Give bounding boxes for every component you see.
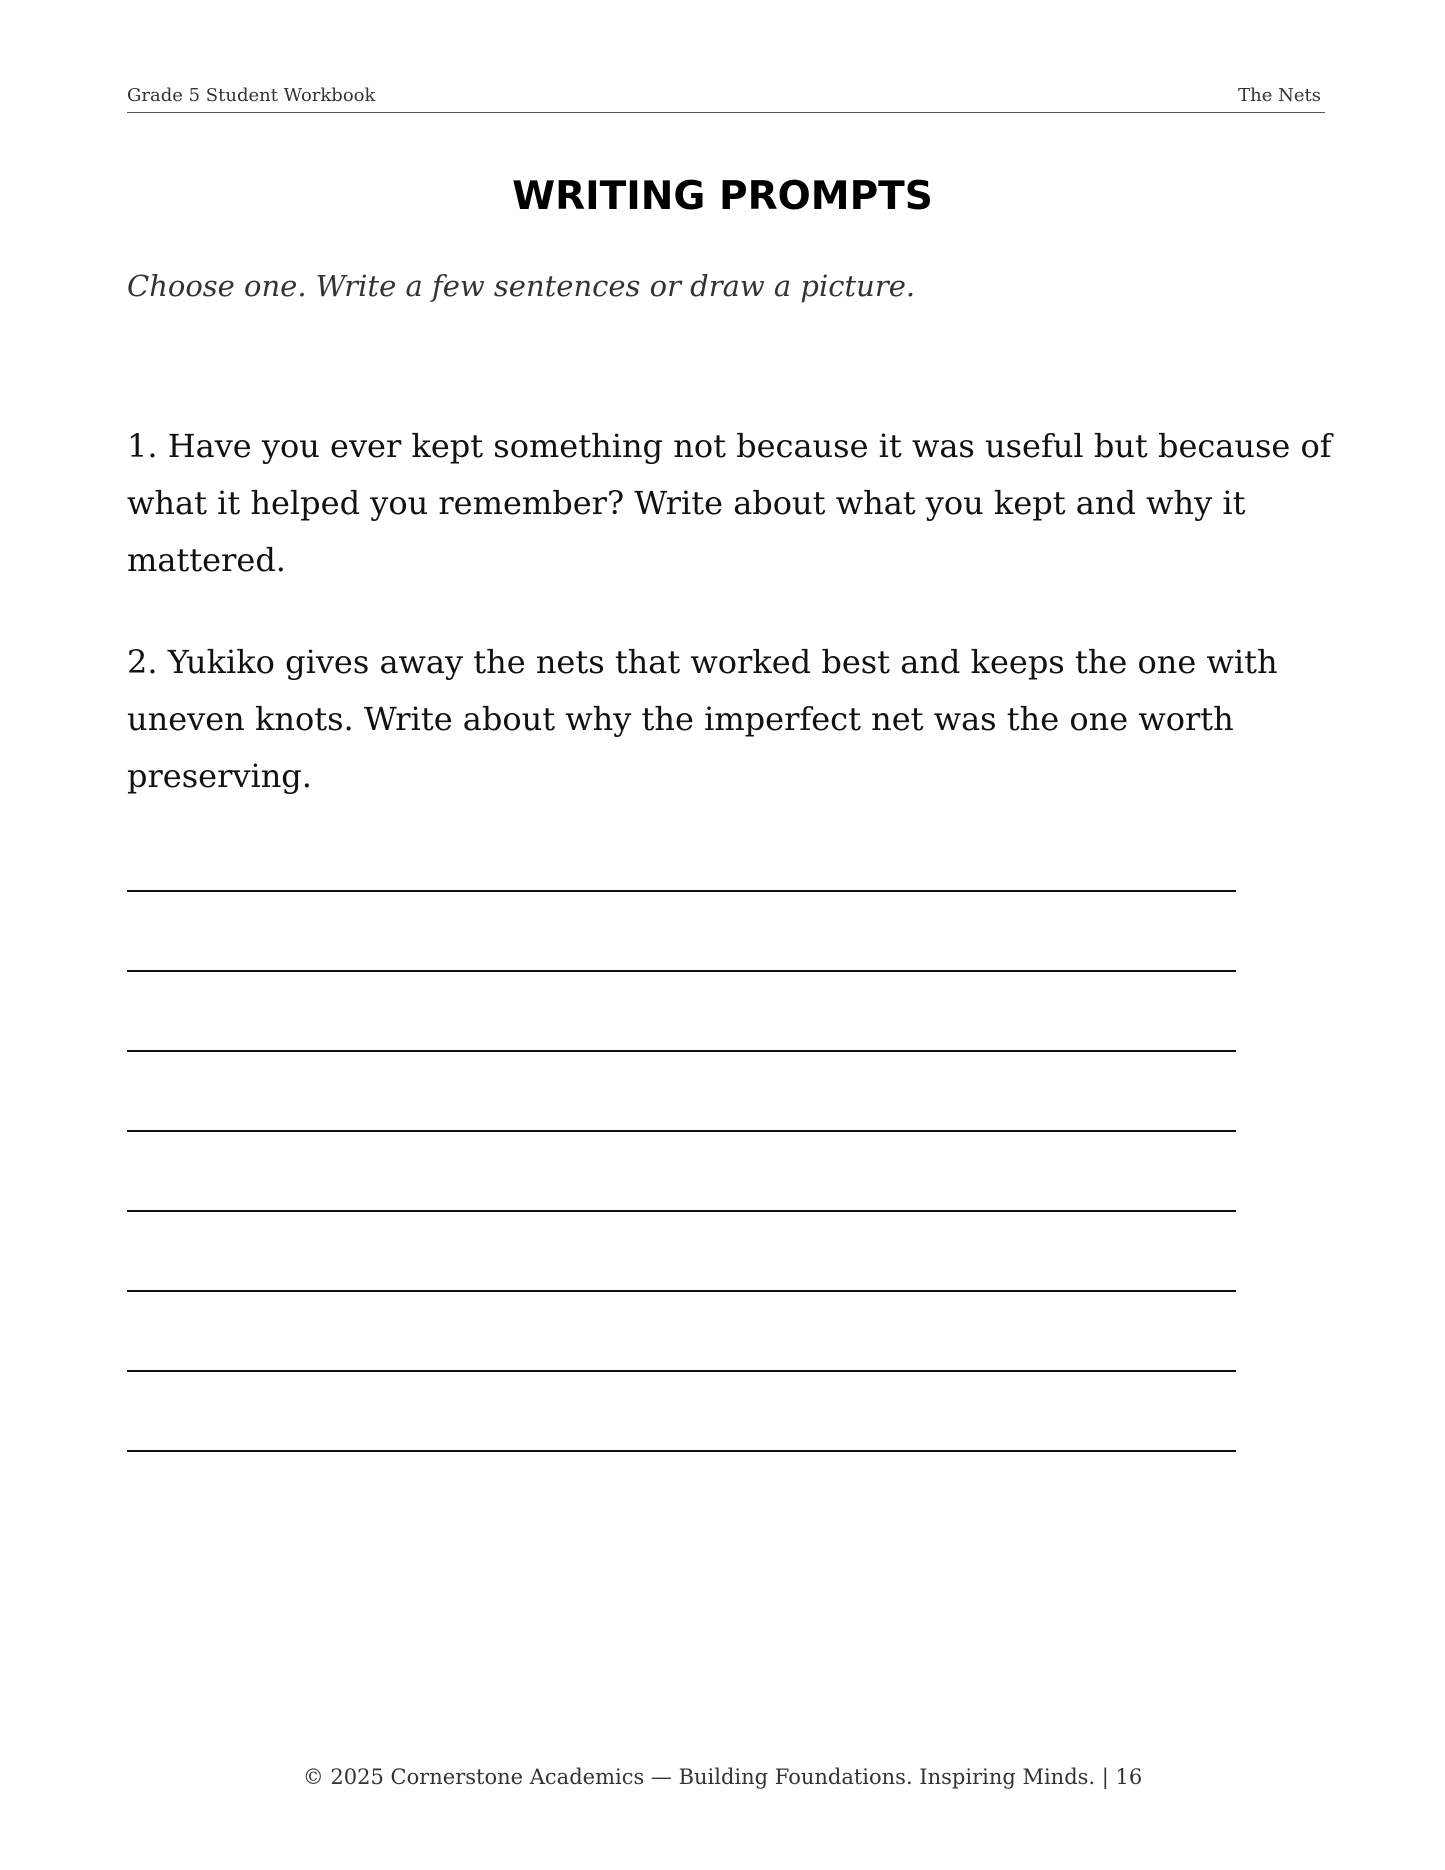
page-footer: © 2025 Cornerstone Academics — Building Foundations. Inspiring Minds. | 16 [302, 1765, 1143, 1789]
answer-line[interactable] [127, 1370, 1236, 1372]
story-title: The Nets [1238, 85, 1321, 106]
answer-line[interactable] [127, 1210, 1236, 1212]
workbook-title: Grade 5 Student Workbook [127, 85, 376, 106]
writing-prompt-1: 1. Have you ever kept something not because it was useful but because of what it helped you remember? Write about what you kept and why it mattered. [127, 427, 1332, 579]
answer-line[interactable] [127, 1450, 1236, 1452]
instruction-text: Choose one. Write a few sentences or draw a picture. [127, 269, 916, 303]
answer-line[interactable] [127, 1290, 1236, 1292]
page-title: WRITING PROMPTS [512, 174, 933, 219]
answer-line[interactable] [127, 970, 1236, 972]
answer-line[interactable] [127, 1050, 1236, 1052]
page-header [127, 84, 1325, 113]
answer-line[interactable] [127, 1130, 1236, 1132]
writing-prompt-2: 2. Yukiko gives away the nets that worked best and keeps the one with uneven knots. Write about why the imperfect net was the one worth preserving. [127, 643, 1278, 795]
answer-line[interactable] [127, 890, 1236, 892]
